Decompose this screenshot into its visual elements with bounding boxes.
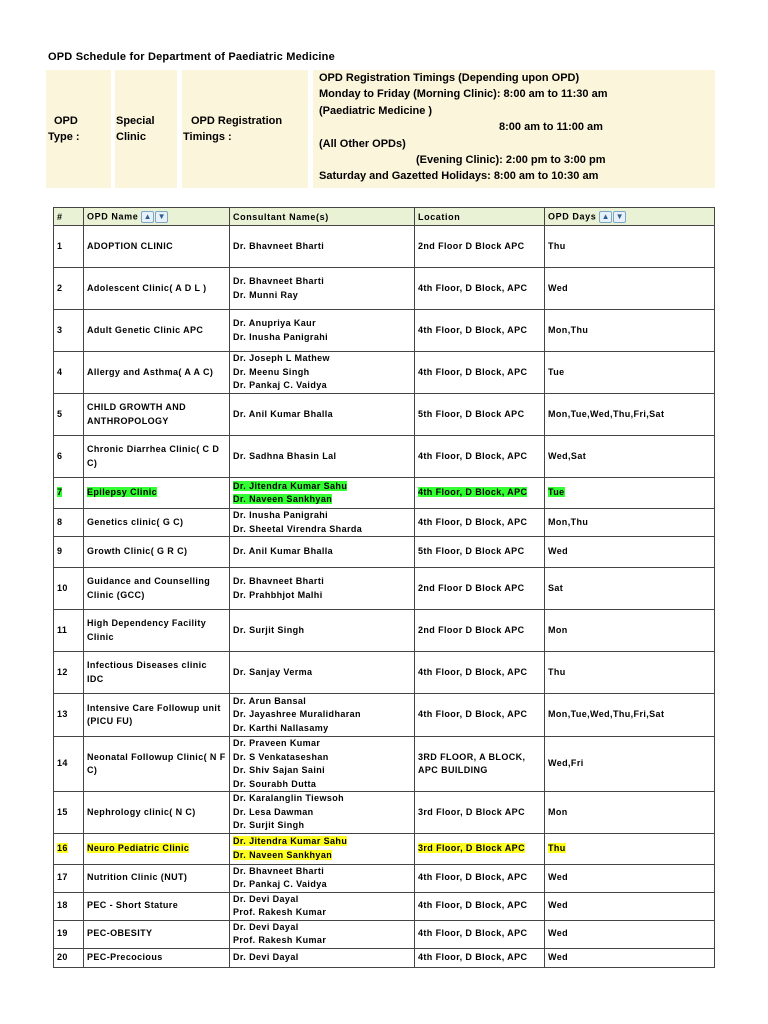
cell-location-text: 4th Floor, D Block, APC xyxy=(418,709,528,720)
cell-consultants-text: Dr. Bhavneet Bharti xyxy=(233,865,325,876)
header-opd-name[interactable]: OPD Name ▲ ▼ xyxy=(84,208,230,226)
cell-consultants xyxy=(230,436,415,478)
cell-opd-days xyxy=(545,310,715,352)
table-row xyxy=(54,864,715,892)
cell-opd-name xyxy=(84,792,230,834)
reg-line-weekday: Monday to Friday (Morning Clinic): 8:00 am to 11:30 am xyxy=(319,88,608,101)
cell-opd-days-text: Mon,Tue,Wed,Thu,Fri,Sat xyxy=(548,408,665,419)
cell-location xyxy=(415,610,545,652)
cell-num xyxy=(54,610,84,652)
cell-num-text: 6 xyxy=(57,450,63,461)
cell-consultants-text: Dr. Anupriya Kaur xyxy=(233,318,316,328)
cell-opd-name xyxy=(84,352,230,394)
cell-consultants-text: Dr. Arun Bansal xyxy=(233,695,307,706)
cell-opd-days-text: Wed xyxy=(548,546,569,557)
cell-opd-name-text: High Dependency Facility Clinic xyxy=(87,618,207,642)
cell-opd-days-text: Tue xyxy=(548,366,565,377)
cell-location xyxy=(415,737,545,792)
cell-consultants-text: Dr. Lesa Dawman xyxy=(233,806,314,817)
cell-location-text: 2nd Floor D Block APC xyxy=(418,240,525,251)
cell-num xyxy=(54,892,84,920)
cell-opd-days xyxy=(545,394,715,436)
cell-opd-name xyxy=(84,652,230,694)
cell-consultants-text: Dr. Jayashree Muralidharan xyxy=(233,709,361,720)
sort-down-icon[interactable]: ▼ xyxy=(613,211,626,223)
header-location: Location xyxy=(415,208,545,226)
cell-location-text: 4th Floor, D Block, APC xyxy=(418,487,528,498)
cell-consultants xyxy=(230,394,415,436)
cell-num-text: 19 xyxy=(57,928,68,939)
cell-consultants-text: Dr. Naveen Sankhyan xyxy=(233,494,333,504)
table-row xyxy=(54,568,715,610)
cell-opd-name xyxy=(84,568,230,610)
cell-location-text: 5th Floor, D Block APC xyxy=(418,408,525,419)
cell-num-text: 1 xyxy=(57,240,63,251)
cell-opd-name-text: Neonatal Followup Clinic( N F C) xyxy=(87,751,226,775)
cell-opd-name xyxy=(84,310,230,352)
cell-location xyxy=(415,394,545,436)
cell-opd-name-text: Adolescent Clinic( A D L ) xyxy=(87,282,207,293)
cell-opd-days xyxy=(545,352,715,394)
cell-opd-days-text: Wed xyxy=(548,282,569,293)
cell-opd-name-text: Adult Genetic Clinic APC xyxy=(87,324,204,335)
cell-consultants xyxy=(230,920,415,948)
cell-location-text: 2nd Floor D Block APC xyxy=(418,582,525,593)
cell-location-text: 5th Floor, D Block APC xyxy=(418,546,525,557)
table-row xyxy=(54,792,715,834)
cell-opd-name-text: Nephrology clinic( N C) xyxy=(87,806,196,817)
cell-consultants-text: Dr. Bhavneet Bharti xyxy=(233,576,325,586)
cell-opd-name-text: Intensive Care Followup unit (PICU FU) xyxy=(87,702,221,726)
cell-consultants-text: Dr. Naveen Sankhyan xyxy=(233,849,333,860)
cell-num-text: 5 xyxy=(57,408,63,419)
cell-opd-days-text: Wed xyxy=(548,900,569,911)
cell-opd-days xyxy=(545,737,715,792)
cell-consultants-text: Dr. Sheetal Virendra Sharda xyxy=(233,523,363,534)
cell-opd-days-text: Wed xyxy=(548,951,569,962)
reg-line-evening: (Evening Clinic): 2:00 pm to 3:00 pm xyxy=(416,154,606,167)
cell-consultants xyxy=(230,478,415,509)
cell-consultants-text: Dr. Bhavneet Bharti xyxy=(233,240,325,251)
cell-opd-days xyxy=(545,537,715,568)
cell-opd-days xyxy=(545,833,715,864)
cell-opd-name xyxy=(84,610,230,652)
cell-num-text: 16 xyxy=(57,842,68,853)
cell-opd-name-text: Neuro Pediatric Clinic xyxy=(87,842,190,853)
cell-consultants xyxy=(230,833,415,864)
cell-opd-days xyxy=(545,610,715,652)
cell-num-text: 4 xyxy=(57,366,63,377)
table-header-row xyxy=(54,208,715,226)
cell-location-text: 4th Floor, D Block, APC xyxy=(418,666,528,677)
reg-line-other-opds: (All Other OPDs) xyxy=(319,137,406,150)
cell-location xyxy=(415,833,545,864)
cell-location-text: 4th Floor, D Block, APC xyxy=(418,282,528,293)
cell-location xyxy=(415,694,545,737)
cell-consultants-text: Dr. Devi Dayal xyxy=(233,893,299,904)
cell-consultants xyxy=(230,652,415,694)
cell-consultants xyxy=(230,537,415,568)
reg-line-saturday: Saturday and Gazetted Holidays: 8:00 am to 10:30 am xyxy=(319,170,599,183)
cell-num xyxy=(54,436,84,478)
cell-opd-name-text: Epilepsy Clinic xyxy=(87,487,158,498)
cell-num-text: 8 xyxy=(57,516,63,527)
cell-opd-days-text: Mon xyxy=(548,624,568,635)
cell-consultants xyxy=(230,792,415,834)
cell-consultants-text: Dr. Praveen Kumar xyxy=(233,738,321,748)
cell-num xyxy=(54,537,84,568)
cell-location-text: 4th Floor, D Block, APC xyxy=(418,450,528,461)
special-clinic-label: Special Clinic xyxy=(116,115,155,143)
cell-opd-name xyxy=(84,892,230,920)
cell-consultants xyxy=(230,268,415,310)
header-opd-days[interactable]: OPD Days ▲ ▼ xyxy=(545,208,715,226)
cell-consultants-text: Dr. Jitendra Kumar Sahu xyxy=(233,836,348,846)
cell-location xyxy=(415,948,545,967)
cell-consultants xyxy=(230,226,415,268)
cell-opd-days xyxy=(545,892,715,920)
cell-opd-name-text: Guidance and Counselling Clinic (GCC) xyxy=(87,576,211,600)
cell-num-text: 2 xyxy=(57,282,63,293)
cell-consultants-text: Dr. Shiv Sajan Saini xyxy=(233,765,326,775)
table-row xyxy=(54,394,715,436)
cell-location-text: 4th Floor, D Block, APC xyxy=(418,324,528,335)
cell-consultants xyxy=(230,948,415,967)
cell-num-text: 3 xyxy=(57,324,63,335)
cell-opd-days xyxy=(545,792,715,834)
cell-opd-days-text: Wed xyxy=(548,872,569,883)
cell-consultants-text: Dr. Inusha Panigrahi xyxy=(233,510,329,520)
cell-opd-days-text: Tue xyxy=(548,487,565,498)
cell-opd-days xyxy=(545,694,715,737)
cell-opd-name xyxy=(84,864,230,892)
cell-opd-days xyxy=(545,920,715,948)
cell-opd-days-text: Mon,Thu xyxy=(548,516,589,527)
cell-num xyxy=(54,568,84,610)
table-row xyxy=(54,478,715,509)
cell-num-text: 11 xyxy=(57,624,68,635)
cell-num-text: 15 xyxy=(57,806,68,817)
cell-opd-days-text: Wed,Fri xyxy=(548,758,584,769)
header-consultants: Consultant Name(s) xyxy=(230,208,415,226)
cell-consultants-text: Prof. Rakesh Kumar xyxy=(233,935,327,945)
cell-num-text: 17 xyxy=(57,872,68,883)
cell-num-text: 20 xyxy=(57,951,68,962)
table-row xyxy=(54,610,715,652)
header-num: # xyxy=(54,208,84,226)
sort-down-icon[interactable]: ▼ xyxy=(155,211,168,223)
cell-opd-name xyxy=(84,948,230,967)
cell-consultants-text: Dr. Pankaj C. Vaidya xyxy=(233,380,328,391)
cell-num xyxy=(54,737,84,792)
cell-num xyxy=(54,948,84,967)
cell-opd-name-text: Chronic Diarrhea Clinic( C D C) xyxy=(87,444,220,468)
cell-opd-days-text: Mon xyxy=(548,806,568,817)
cell-opd-name-text: Genetics clinic( G C) xyxy=(87,516,184,527)
cell-opd-name-text: ADOPTION CLINIC xyxy=(87,240,173,251)
cell-consultants-text: Dr. Jitendra Kumar Sahu xyxy=(233,480,348,491)
cell-location-text: 2nd Floor D Block APC xyxy=(418,624,525,635)
cell-location xyxy=(415,436,545,478)
cell-consultants-text: Dr. Karthi Nallasamy xyxy=(233,722,329,733)
table-row xyxy=(54,737,715,792)
cell-opd-days-text: Wed,Sat xyxy=(548,450,587,461)
cell-num xyxy=(54,833,84,864)
cell-opd-name xyxy=(84,920,230,948)
cell-location xyxy=(415,920,545,948)
cell-location xyxy=(415,478,545,509)
reg-line-heading: OPD Registration Timings (Depending upon OPD) xyxy=(319,72,580,84)
cell-opd-name xyxy=(84,737,230,792)
cell-num xyxy=(54,792,84,834)
table-row xyxy=(54,948,715,967)
cell-consultants xyxy=(230,509,415,537)
cell-opd-name-text: Allergy and Asthma( A A C) xyxy=(87,366,214,377)
cell-consultants-text: Dr. Karalanglin Tiewsoh xyxy=(233,793,345,803)
cell-location-text: 4th Floor, D Block, APC xyxy=(418,928,528,939)
cell-consultants-text: Dr. Pankaj C. Vaidya xyxy=(233,879,328,889)
cell-opd-days-text: Sat xyxy=(548,582,564,593)
cell-consultants xyxy=(230,892,415,920)
registration-timings xyxy=(319,70,608,185)
opd-type-label: OPD Type : xyxy=(48,115,80,143)
cell-consultants-text: Dr. Munni Ray xyxy=(233,289,299,300)
table-row xyxy=(54,694,715,737)
cell-opd-name-text: PEC-Precocious xyxy=(87,951,163,962)
cell-opd-days xyxy=(545,864,715,892)
cell-opd-name xyxy=(84,226,230,268)
cell-opd-days-text: Thu xyxy=(548,240,566,251)
cell-consultants-text: Dr. S Venkataseshan xyxy=(233,751,329,762)
cell-consultants xyxy=(230,352,415,394)
table-row xyxy=(54,226,715,268)
cell-num-text: 14 xyxy=(57,758,68,769)
cell-num xyxy=(54,310,84,352)
cell-num-text: 12 xyxy=(57,666,68,677)
cell-opd-days xyxy=(545,652,715,694)
cell-location xyxy=(415,892,545,920)
table-row xyxy=(54,920,715,948)
cell-location-text: 4th Floor, D Block, APC xyxy=(418,516,528,527)
cell-location-text: 4th Floor, D Block, APC xyxy=(418,366,528,377)
cell-opd-days xyxy=(545,436,715,478)
cell-opd-name xyxy=(84,509,230,537)
cell-location-text: 4th Floor, D Block, APC xyxy=(418,872,528,883)
cell-consultants-text: Dr. Sourabh Dutta xyxy=(233,778,317,789)
cell-consultants xyxy=(230,610,415,652)
cell-consultants-text: Dr. Devi Dayal xyxy=(233,951,299,962)
cell-location xyxy=(415,568,545,610)
cell-num xyxy=(54,268,84,310)
cell-location xyxy=(415,864,545,892)
cell-opd-name xyxy=(84,394,230,436)
cell-location-text: 3rd Floor, D Block APC xyxy=(418,842,525,853)
cell-opd-days-text: Mon,Tue,Wed,Thu,Fri,Sat xyxy=(548,709,665,720)
cell-consultants-text: Prof. Rakesh Kumar xyxy=(233,907,327,917)
cell-consultants-text: Dr. Sanjay Verma xyxy=(233,666,313,677)
page-title: OPD Schedule for Department of Paediatric Medicine xyxy=(48,51,335,63)
cell-location-text: 3RD FLOOR, A BLOCK, APC BUILDING xyxy=(418,751,526,775)
cell-num-text: 9 xyxy=(57,546,63,557)
cell-opd-days xyxy=(545,568,715,610)
cell-opd-days xyxy=(545,509,715,537)
cell-consultants-text: Dr. Joseph L Mathew xyxy=(233,353,330,364)
cell-location xyxy=(415,537,545,568)
table-row xyxy=(54,352,715,394)
cell-num xyxy=(54,352,84,394)
table-row xyxy=(54,892,715,920)
cell-opd-days xyxy=(545,268,715,310)
reg-line-other-time: 8:00 am to 11:00 am xyxy=(499,121,603,134)
cell-consultants xyxy=(230,568,415,610)
cell-opd-days-text: Thu xyxy=(548,842,566,853)
cell-consultants xyxy=(230,694,415,737)
table-row xyxy=(54,652,715,694)
sort-up-icon[interactable]: ▲ xyxy=(599,211,612,223)
cell-opd-name xyxy=(84,537,230,568)
cell-num xyxy=(54,652,84,694)
reg-line-paed: (Paediatric Medicine ) xyxy=(319,104,433,117)
cell-opd-name-text: PEC-OBESITY xyxy=(87,928,153,939)
cell-opd-days xyxy=(545,478,715,509)
cell-opd-days xyxy=(545,226,715,268)
cell-location xyxy=(415,226,545,268)
cell-consultants-text: Dr. Anil Kumar Bhalla xyxy=(233,408,334,419)
table-row xyxy=(54,509,715,537)
cell-num-text: 18 xyxy=(57,900,68,911)
cell-consultants-text: Dr. Meenu Singh xyxy=(233,366,310,377)
cell-opd-name-text: PEC - Short Stature xyxy=(87,900,179,911)
cell-consultants-text: Dr. Surjit Singh xyxy=(233,624,305,635)
cell-location-text: 3rd Floor, D Block APC xyxy=(418,806,525,817)
cell-opd-name-text: Nutrition Clinic (NUT) xyxy=(87,872,188,883)
cell-num xyxy=(54,694,84,737)
cell-num-text: 7 xyxy=(57,487,63,498)
table-row xyxy=(54,268,715,310)
cell-opd-name xyxy=(84,478,230,509)
cell-consultants-text: Dr. Surjit Singh xyxy=(233,820,305,830)
cell-opd-name-text: Growth Clinic( G R C) xyxy=(87,546,188,557)
cell-location xyxy=(415,792,545,834)
cell-opd-name-text: Infectious Diseases clinic IDC xyxy=(87,660,207,684)
cell-location xyxy=(415,352,545,394)
cell-num xyxy=(54,920,84,948)
sort-up-icon[interactable]: ▲ xyxy=(141,211,154,223)
cell-num xyxy=(54,394,84,436)
cell-consultants-text: Dr. Sadhna Bhasin Lal xyxy=(233,450,337,461)
cell-opd-name xyxy=(84,833,230,864)
cell-opd-days-text: Mon,Thu xyxy=(548,324,589,335)
cell-location xyxy=(415,310,545,352)
cell-opd-days-text: Thu xyxy=(548,666,566,677)
cell-opd-name xyxy=(84,694,230,737)
cell-num-text: 10 xyxy=(57,582,68,593)
cell-opd-name-text: CHILD GROWTH AND ANTHROPOLOGY xyxy=(87,402,187,426)
table-row xyxy=(54,833,715,864)
cell-consultants xyxy=(230,310,415,352)
table-row xyxy=(54,310,715,352)
cell-consultants-text: Dr. Inusha Panigrahi xyxy=(233,331,329,342)
cell-opd-name xyxy=(84,436,230,478)
cell-num xyxy=(54,226,84,268)
cell-num xyxy=(54,509,84,537)
cell-opd-days xyxy=(545,948,715,967)
table-row xyxy=(54,537,715,568)
table-row xyxy=(54,436,715,478)
cell-consultants xyxy=(230,864,415,892)
cell-location xyxy=(415,652,545,694)
cell-consultants-text: Dr. Prahbhjot Malhi xyxy=(233,589,323,600)
cell-num xyxy=(54,478,84,509)
cell-num xyxy=(54,864,84,892)
cell-consultants-text: Dr. Devi Dayal xyxy=(233,921,299,932)
reg-timings-label: OPD Registration Timings : xyxy=(183,115,283,143)
cell-location-text: 4th Floor, D Block, APC xyxy=(418,900,528,911)
cell-location xyxy=(415,509,545,537)
cell-num-text: 13 xyxy=(57,709,68,720)
cell-consultants xyxy=(230,737,415,792)
cell-opd-days-text: Wed xyxy=(548,928,569,939)
cell-consultants-text: Dr. Anil Kumar Bhalla xyxy=(233,546,334,557)
cell-opd-name xyxy=(84,268,230,310)
opd-schedule-table xyxy=(53,207,715,968)
cell-consultants-text: Dr. Bhavneet Bharti xyxy=(233,276,325,286)
cell-location xyxy=(415,268,545,310)
cell-location-text: 4th Floor, D Block, APC xyxy=(418,951,528,962)
